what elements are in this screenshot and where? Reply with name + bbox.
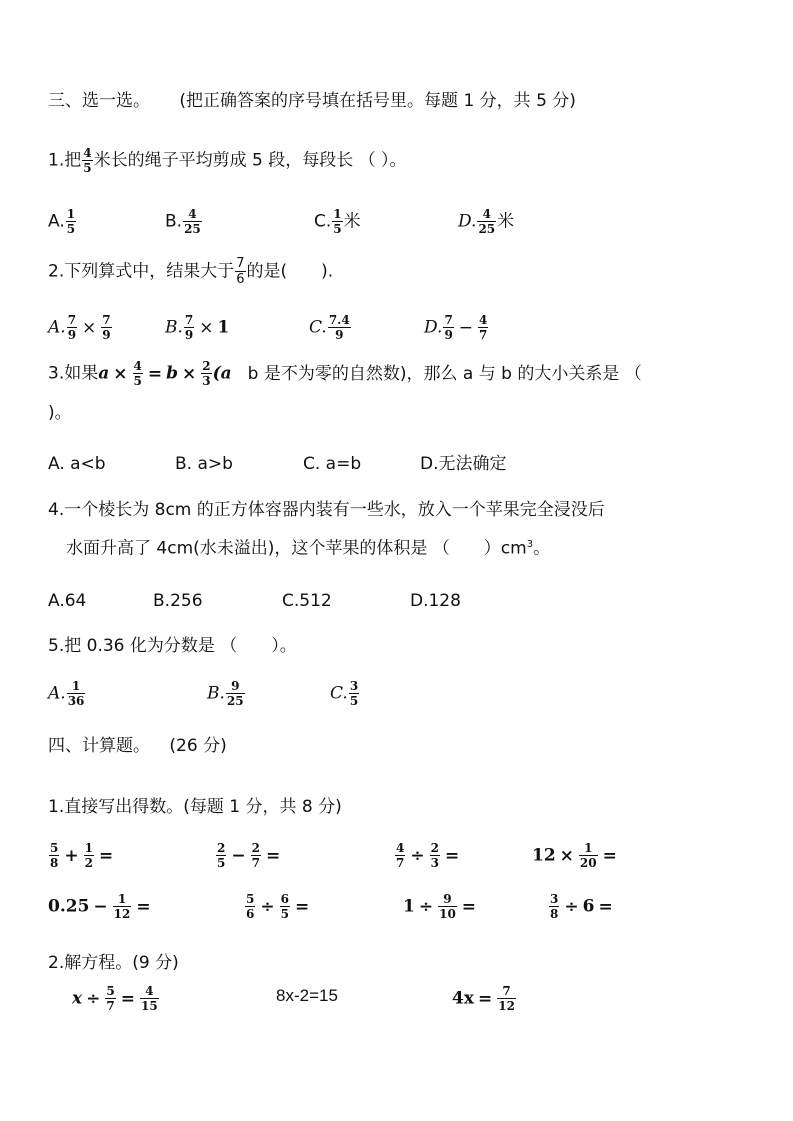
q5-option-b: B. $\frac{9}{25}$ bbox=[207, 679, 244, 708]
q5-option-c: C. $\frac{3}{5}$ bbox=[330, 679, 359, 708]
section-4-title-line bbox=[48, 738, 227, 755]
q5-option-a: A. $\frac{1}{36}$ bbox=[48, 679, 85, 708]
calc-1-item-5: 0.25 − $\frac{1}{12}$ = bbox=[48, 892, 151, 921]
question-2 bbox=[48, 257, 333, 286]
q1-fraction: $\frac{4}{5}$ bbox=[83, 146, 92, 175]
q3-lead: 3.如果 bbox=[48, 363, 99, 384]
q3-option-c: C. a=b bbox=[303, 454, 362, 474]
question-4-line-2: 水面升高了 4cm(水未溢出)，这个苹果的体积是 （ ）$cm^3$。 bbox=[66, 538, 551, 559]
q4-option-b: B.256 bbox=[153, 591, 203, 611]
q3-tail: b 是不为零的自然数)，那么 a 与 b 的大小关系是 （ bbox=[247, 363, 642, 384]
calc-1-title: 1.直接写出得数。(每题 1 分，共 8 分) bbox=[48, 797, 342, 817]
q4-option-c: C.512 bbox=[282, 591, 332, 611]
q3-line-2: )。 bbox=[48, 403, 72, 423]
q3-option-b: B. a>b bbox=[175, 454, 233, 474]
q3-option-d: D.无法确定 bbox=[420, 454, 507, 474]
q4-option-d: D.128 bbox=[410, 591, 461, 611]
q2-option-a: A. $\frac{7}{9}$ × $\frac{7}{9}$ bbox=[48, 313, 111, 342]
q1-option-b: B. $\frac{4}{25}$ bbox=[165, 207, 201, 236]
calc-2-title: 2.解方程。(9 分) bbox=[48, 953, 179, 973]
section-3-note: (把正确答案的序号填在括号里。每题 1 分，共 5 分) bbox=[179, 91, 576, 111]
q1-lead: 1.把 bbox=[48, 150, 82, 171]
calc-1-item-7: 1 ÷ $\frac{9}{10}$ = bbox=[403, 892, 477, 921]
equation-3: 4x = $\frac{7}{12}$ bbox=[452, 984, 515, 1013]
calc-1-item-3: $\frac{4}{7}$ ÷ $\frac{2}{3}$ = bbox=[396, 841, 460, 870]
calc-1-item-6: $\frac{5}{6}$ ÷ $\frac{6}{5}$ = bbox=[246, 892, 310, 921]
calc-1-item-2: $\frac{2}{5}$ − $\frac{2}{7}$ = bbox=[217, 841, 281, 870]
q4-option-a: A.64 bbox=[48, 591, 87, 611]
q1-tail: 米长的绳子平均剪成 5 段，每段长 （ ）。 bbox=[93, 150, 407, 171]
q2-tail: 的是( ). bbox=[246, 261, 334, 282]
q2-fraction: $\frac{7}{6}$ bbox=[236, 256, 245, 287]
calc-1-item-8: $\frac{3}{8}$ ÷ 6 = bbox=[550, 892, 613, 921]
section-4-title: 四、计算题。 bbox=[48, 736, 150, 756]
question-4-line-1: 4.一个棱长为 8cm 的正方体容器内装有一些水，放入一个苹果完全浸没后 bbox=[48, 500, 605, 520]
calc-1-item-1: $\frac{5}{8}$ + $\frac{1}{2}$ = bbox=[50, 841, 114, 870]
q2-option-b: B. $\frac{7}{9}$ × 1 bbox=[165, 313, 230, 342]
section-3-title: 三、选一选。 bbox=[48, 91, 150, 111]
section-3-title-line bbox=[48, 93, 576, 110]
q1-option-c: C. $\frac{1}{5}$ 米 bbox=[314, 207, 361, 236]
q2-option-d: D. $\frac{7}{9}$ − $\frac{4}{7}$ bbox=[424, 313, 488, 342]
equation-2: 8x-2=15 bbox=[276, 986, 338, 1005]
q1-option-d: D. $\frac{4}{25}$ 米 bbox=[458, 207, 515, 236]
calc-1-item-4: 12 × $\frac{1}{20}$ = bbox=[532, 841, 617, 870]
equation-1: x ÷ $\frac{5}{7}$ = $\frac{4}{15}$ bbox=[72, 984, 158, 1013]
q1-option-a: A. $\frac{1}{5}$ bbox=[48, 207, 76, 236]
q2-lead: 2.下列算式中，结果大于 bbox=[48, 261, 235, 282]
question-5: 5.把 0.36 化为分数是 （ ）。 bbox=[48, 636, 297, 656]
q2-option-c: C. $\frac{7.4}{9}$ bbox=[309, 313, 350, 342]
q3-option-a: A. a<b bbox=[48, 454, 106, 474]
section-4-note: (26 分) bbox=[169, 736, 227, 756]
question-1 bbox=[48, 147, 407, 174]
question-3: 3.如果a × $\frac{4}{5}$ = b × $\frac{2}{3}$ (a b 是不为零的自然数)，那么 a 与 b 的大小关系是 （ bbox=[48, 359, 642, 388]
